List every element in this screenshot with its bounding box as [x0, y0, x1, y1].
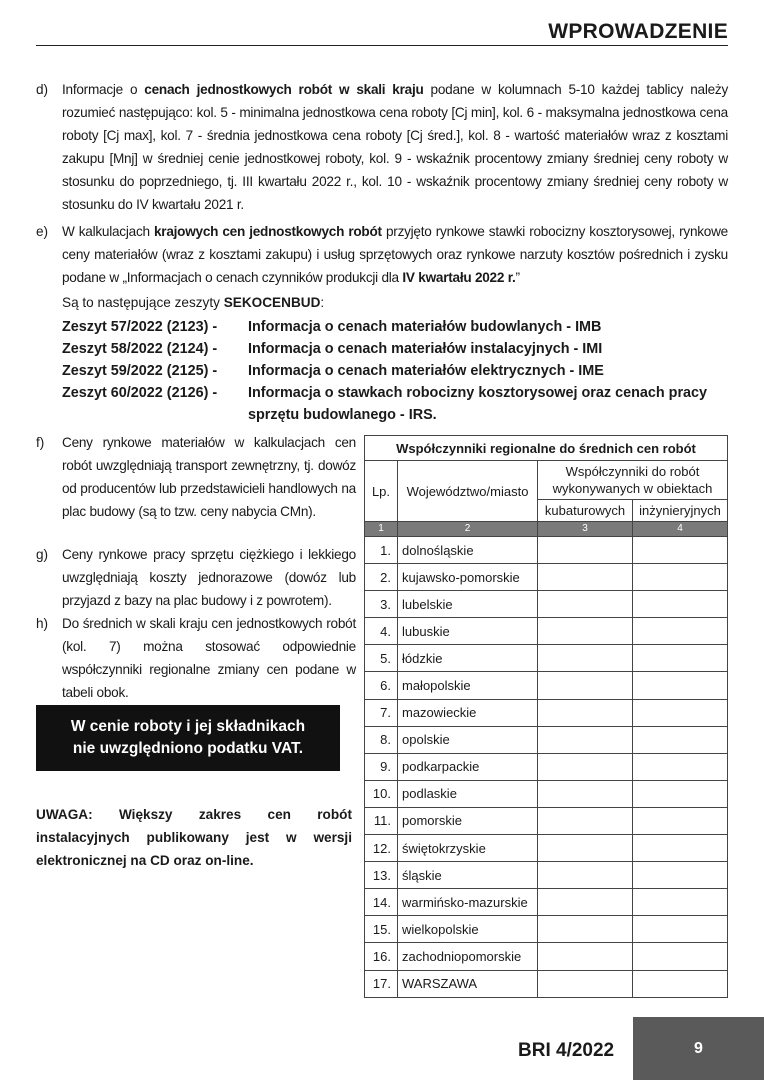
coef-inzynieryjnych	[633, 537, 728, 564]
list-marker: f)	[36, 435, 45, 450]
row-number: 11.	[365, 807, 398, 834]
row-number: 1.	[365, 537, 398, 564]
table-body	[365, 537, 728, 998]
table-row	[365, 780, 728, 807]
coef-inzynieryjnych	[633, 726, 728, 753]
row-number: 13.	[365, 862, 398, 889]
region-name: pomorskie	[398, 807, 538, 834]
coef-kubaturowych	[538, 726, 633, 753]
coef-kubaturowych	[538, 645, 633, 672]
column-numbers-row: 1 2 3 4	[365, 522, 728, 537]
coef-kubaturowych	[538, 537, 633, 564]
coef-kubaturowych	[538, 970, 633, 997]
region-name: warmińsko-mazurskie	[398, 889, 538, 916]
region-name: podkarpackie	[398, 753, 538, 780]
col-header-region: Województwo/miasto	[398, 461, 538, 522]
region-name: zachodniopomorskie	[398, 943, 538, 970]
table-row	[365, 699, 728, 726]
vat-notice-line: W cenie roboty i jej składnikach	[70, 718, 306, 735]
row-number: 9.	[365, 753, 398, 780]
coef-kubaturowych	[538, 807, 633, 834]
paragraph-text: Informacje o cenach jednostkowych robót w skali kraju podane w kolumnach 5-10 każdej tablicy należy rozumieć następująco: kol. 5 - minimalna jednostkowa cena roboty [Cj min], kol. 6 - maksymalna jednostkowa cena roboty [Cj max], kol. 7 - średnia jednostkowa cena roboty [Cj śred.], kol. 8 - wartość materiałów wraz z kosztami zakupu [Mnj] w średniej cenie jednostkowej roboty, kol. 9 - wskaźnik procentowy zmiany średniej ceny roboty w stosunku do poprzedniego, tj. III kwartału 2022 r., kol. 10 - wskaźnik procentowy zmiany średniej ceny roboty w stosunku do IV kwartału 2021 r.	[62, 82, 729, 212]
table-row	[365, 862, 728, 889]
region-name: lubuskie	[398, 618, 538, 645]
coef-kubaturowych	[538, 699, 633, 726]
coef-inzynieryjnych	[633, 943, 728, 970]
coef-inzynieryjnych	[633, 970, 728, 997]
col-header-group: Współczynniki do robót wykonywanych w obiektach	[538, 461, 728, 500]
table-row	[365, 537, 728, 564]
row-number: 17.	[365, 970, 398, 997]
coef-kubaturowych	[538, 672, 633, 699]
paragraph-text: Ceny rynkowe pracy sprzętu ciężkiego i lekkiego uwzględniają koszty jednorazowe (dowóz lub przyjazd z bazy na plac budowy i z powrotem).	[62, 547, 356, 608]
coef-kubaturowych	[538, 943, 633, 970]
publication-label: BRI 4/2022	[518, 1040, 615, 1061]
paragraph-e	[36, 220, 728, 314]
table-title: Współczynniki regionalne do średnich cen robót	[365, 436, 728, 461]
table-row	[365, 943, 728, 970]
region-name: podlaskie	[398, 780, 538, 807]
coef-kubaturowych	[538, 780, 633, 807]
coef-inzynieryjnych	[633, 862, 728, 889]
region-name: lubelskie	[398, 591, 538, 618]
table-row	[365, 835, 728, 862]
coef-kubaturowych	[538, 591, 633, 618]
list-marker: e)	[36, 224, 49, 239]
paragraph-text: Ceny rynkowe materiałów w kalkulacjach cen robót uwzględniają transport zewnętrzny, tj. dowóz od producentów lub przedstawicieli handlowych na plac budowy (są to tzw. ceny nabycia CMn).	[62, 435, 356, 519]
row-number: 3.	[365, 591, 398, 618]
table-row	[365, 889, 728, 916]
coef-kubaturowych	[538, 835, 633, 862]
paragraph-g	[36, 543, 356, 612]
coef-inzynieryjnych	[633, 672, 728, 699]
row-number: 2.	[365, 564, 398, 591]
table-row	[365, 916, 728, 943]
col-header-kubaturowych: kubaturowych	[538, 500, 633, 522]
table-row	[365, 645, 728, 672]
zeszyty-list	[62, 316, 728, 426]
zeszyt-row: Zeszyt 57/2022 (2123) - Informacja o cenach materiałów budowlanych - IMB	[62, 319, 602, 335]
coef-inzynieryjnych	[633, 807, 728, 834]
zeszyt-row: Zeszyt 60/2022 (2126) - Informacja o stawkach robocizny kosztorysowej oraz cenach pracy sprzętu budowlanego - IRS.	[62, 385, 708, 423]
region-name: WARSZAWA	[398, 970, 538, 997]
regional-coefficients-table	[364, 435, 728, 998]
col-header-inzynieryjnych: inżynieryjnych	[633, 500, 728, 522]
section-title: WPROWADZENIE	[548, 20, 728, 43]
coef-inzynieryjnych	[633, 753, 728, 780]
coef-kubaturowych	[538, 753, 633, 780]
region-name: świętokrzyskie	[398, 835, 538, 862]
table-row	[365, 672, 728, 699]
coef-kubaturowych	[538, 618, 633, 645]
row-number: 12.	[365, 835, 398, 862]
coef-inzynieryjnych	[633, 780, 728, 807]
vat-notice	[36, 705, 340, 771]
region-name: wielkopolskie	[398, 916, 538, 943]
zeszyt-row: Zeszyt 58/2022 (2124) - Informacja o cenach materiałów instalacyjnych - IMI	[62, 341, 603, 357]
coef-kubaturowych	[538, 889, 633, 916]
paragraph-f	[36, 431, 356, 523]
row-number: 4.	[365, 618, 398, 645]
region-name: śląskie	[398, 862, 538, 889]
list-marker: d)	[36, 82, 49, 97]
row-number: 14.	[365, 889, 398, 916]
table-row	[365, 726, 728, 753]
zeszyty-intro: Są to następujące zeszyty SEKOCENBUD:	[62, 295, 325, 310]
list-marker: g)	[36, 547, 49, 562]
table-row	[365, 564, 728, 591]
coef-inzynieryjnych	[633, 645, 728, 672]
coef-inzynieryjnych	[633, 564, 728, 591]
table-row	[365, 753, 728, 780]
table-row	[365, 807, 728, 834]
row-number: 8.	[365, 726, 398, 753]
table-row	[365, 618, 728, 645]
coef-kubaturowych	[538, 862, 633, 889]
col-header-lp: Lp.	[365, 461, 398, 522]
row-number: 7.	[365, 699, 398, 726]
paragraph-text: Do średnich w skali kraju cen jednostkowych robót (kol. 7) można stosować odpowiednie współczynniki regionalne zmiany cen podane w tabeli obok.	[62, 616, 356, 700]
region-name: kujawsko-pomorskie	[398, 564, 538, 591]
header-divider	[36, 45, 728, 46]
table-row	[365, 591, 728, 618]
list-marker: h)	[36, 616, 49, 631]
coef-inzynieryjnych	[633, 916, 728, 943]
row-number: 6.	[365, 672, 398, 699]
coef-inzynieryjnych	[633, 699, 728, 726]
paragraph-d	[36, 78, 728, 216]
row-number: 15.	[365, 916, 398, 943]
paragraph-h	[36, 612, 356, 704]
coef-kubaturowych	[538, 564, 633, 591]
coef-inzynieryjnych	[633, 591, 728, 618]
coef-inzynieryjnych	[633, 835, 728, 862]
coef-inzynieryjnych	[633, 889, 728, 916]
coef-kubaturowych	[538, 916, 633, 943]
row-number: 10.	[365, 780, 398, 807]
coef-inzynieryjnych	[633, 618, 728, 645]
region-name: dolnośląskie	[398, 537, 538, 564]
region-name: małopolskie	[398, 672, 538, 699]
table-row	[365, 970, 728, 997]
vat-notice-line: nie uwzględniono podatku VAT.	[72, 740, 304, 757]
row-number: 5.	[365, 645, 398, 672]
row-number: 16.	[365, 943, 398, 970]
zeszyt-row: Zeszyt 59/2022 (2125) - Informacja o cenach materiałów elektrycznych - IME	[62, 363, 604, 379]
page-number: 9	[633, 1017, 764, 1080]
region-name: mazowieckie	[398, 699, 538, 726]
uwaga-note: UWAGA: Większy zakres cen robót instalacyjnych publikowany jest w wersji elektronicznej na CD oraz on-line.	[36, 807, 352, 868]
region-name: łódzkie	[398, 645, 538, 672]
paragraph-text: W kalkulacjach krajowych cen jednostkowych robót przyjęto rynkowe stawki robocizny kosztorysowej, rynkowe ceny materiałów (wraz z kosztami zakupu) i usług sprzętowych oraz rynkowe narzuty kosztów pośrednich i zysku podane w „Informacjach o cenach czynników produkcji dla IV kwartału 2022 r.”	[62, 224, 728, 285]
region-name: opolskie	[398, 726, 538, 753]
